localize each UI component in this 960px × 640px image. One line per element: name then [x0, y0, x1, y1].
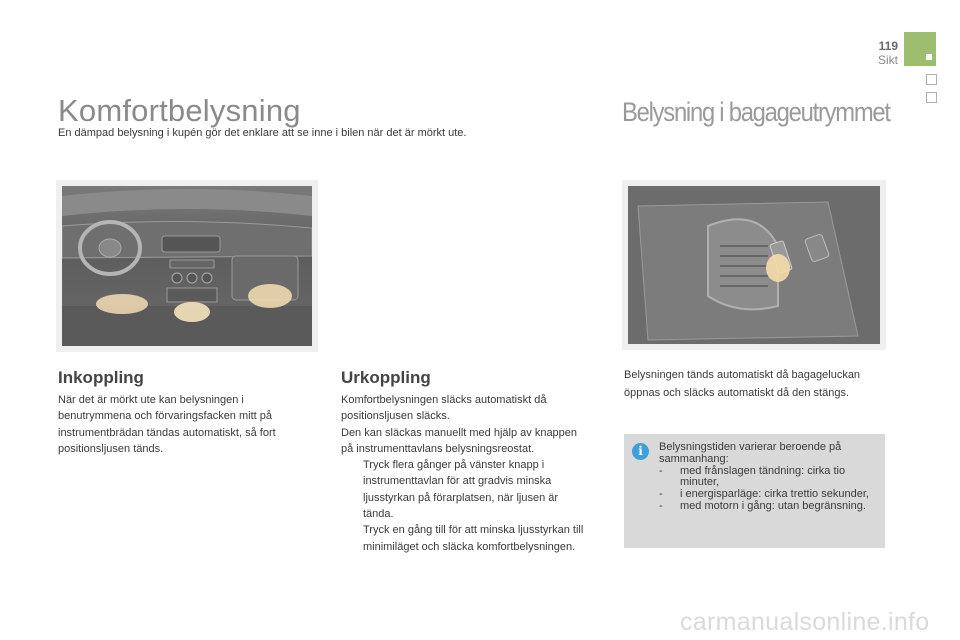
- heading-urkoppling: Urkoppling: [341, 368, 431, 387]
- bullet-text-1: Tryck flera gånger på vänster knapp i instrumenttavlan för att gradvis minska ljusstyrkan på förarplatsen, när ljusen är tända.: [363, 459, 559, 521]
- intro-text: En dämpad belysning i kupén gör det enklare att se inne i bilen när det är mörkt ute.: [58, 127, 467, 139]
- urkoppling-paragraph-2: Den kan släckas manuellt med hjälp av knappen på instrumenttavlans belysningsreostat.: [341, 426, 578, 455]
- heading-inkoppling: Inkoppling: [58, 368, 144, 387]
- urkoppling-paragraph-1: Komfortbelysningen släcks automatiskt då positionsljusen släcks.: [341, 394, 547, 423]
- inkoppling-paragraph: När det är mörkt ute kan belysningen i benutrymmena och förvaringsfacken mitt på instrumentbrädan tändas automatiskt, så fort positionsljusen tänds.: [58, 394, 276, 455]
- cabin-lighting-illustration: [56, 180, 318, 352]
- note-intro: Belysningstiden varierar beroende på sammanhang:: [659, 441, 842, 465]
- bullet-item: [341, 457, 589, 522]
- chapter-tab-active[interactable]: [904, 32, 936, 66]
- bullet-text-2: Tryck en gång till för att minska ljusstyrkan till minimiläget och släcka komfortbelysningen.: [363, 524, 584, 553]
- note-item: - i energisparläge: cirka trettio sekunder,: [659, 488, 869, 501]
- trunk-lighting-illustration: [622, 180, 886, 350]
- inkoppling-text: [58, 392, 313, 457]
- page-title: Komfortbelysning: [58, 93, 301, 128]
- trunk-text: [624, 367, 886, 402]
- chapter-tab[interactable]: [926, 92, 937, 103]
- section-title-trunk: Belysning i bagageutrymmet: [622, 97, 890, 127]
- trunk-paragraph: Belysningen tänds automatiskt då bagageluckan öppnas och släcks automatiskt då den stängs.: [624, 369, 861, 399]
- page-number: 119: [878, 39, 898, 53]
- info-icon: i: [632, 443, 649, 460]
- note-item: - med motorn i gång: utan begränsning.: [659, 499, 866, 512]
- chapter-tab[interactable]: [926, 74, 937, 85]
- tab-square-icon: [926, 54, 932, 60]
- urkoppling-text: [341, 392, 589, 555]
- note-item: - med frånslagen tändning: cirka tio minuter,: [659, 464, 846, 489]
- info-note: [624, 434, 885, 548]
- bullet-item: [341, 522, 589, 555]
- watermark: carmanualsonline.info: [680, 608, 930, 636]
- section-label: Sikt: [877, 53, 898, 67]
